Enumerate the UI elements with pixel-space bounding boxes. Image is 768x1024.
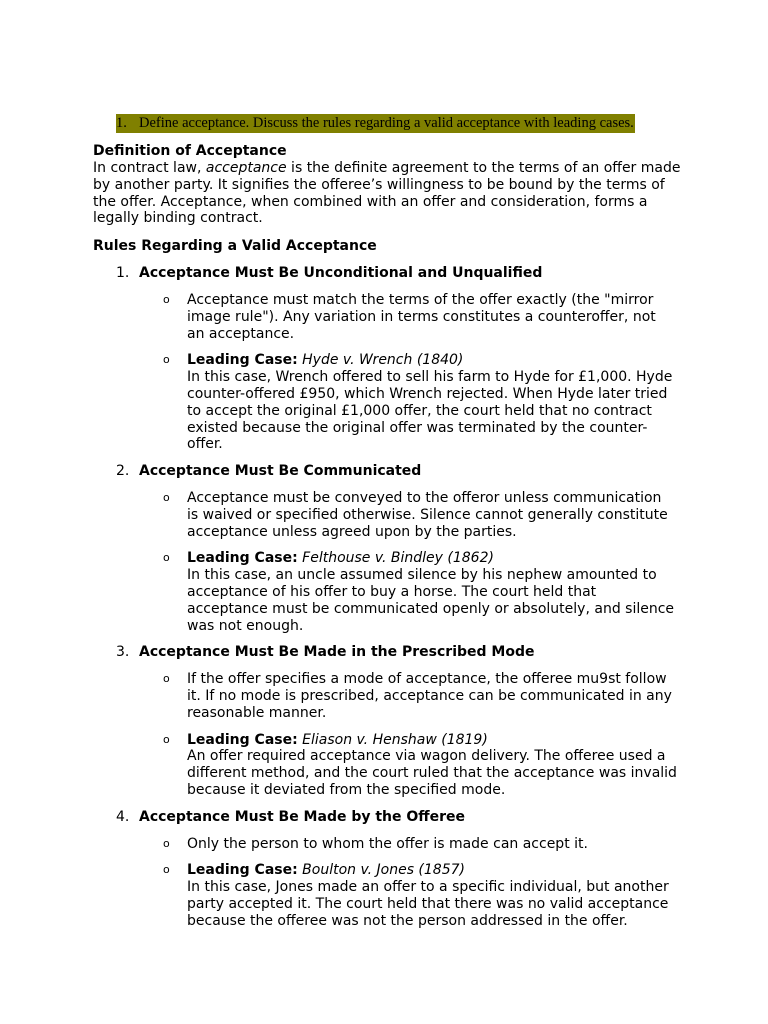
case-text: In this case, an uncle assumed silence by his nephew amounted to acceptance of his offer to buy a horse. The court held that acceptance must be communicated openly or absolutely, and silence was not enough. (187, 567, 675, 634)
case-text: In this case, Wrench offered to sell his farm to Hyde for £1,000. Hyde counter-offered £950, which Wrench rejected. When Hyde later tried to accept the original £1,000 offer, the court held that no contract existed because the original offer was terminated by the counter-offer. (187, 369, 673, 453)
case-label: Leading Case: (187, 550, 298, 567)
rule-title (116, 463, 683, 480)
case-text: An offer required acceptance via wagon delivery. The offeree used a different method, and the court ruled that the acceptance was invalid because it deviated from the specified mode. (187, 748, 677, 798)
rule-point (162, 292, 683, 342)
rule-1 (93, 265, 683, 453)
definition-term: acceptance (205, 160, 287, 176)
definition-paragraph (93, 160, 683, 227)
case-label: Leading Case: (187, 352, 298, 369)
rule-2 (93, 463, 683, 634)
bullet-icon: o (163, 732, 170, 746)
case-name: Hyde v. Wrench (1840) (302, 352, 464, 369)
rule-title-text: Acceptance Must Be Made in the Prescribed Mode (139, 644, 535, 661)
leading-case (162, 550, 683, 634)
rule-number: 2. (116, 463, 130, 480)
case-text: In this case, Jones made an offer to a specific individual, but another party accepted it. The court held that there was no valid acceptance because the offeree was not the person addressed in the offer. (187, 879, 669, 929)
rule-number: 4. (116, 808, 130, 825)
rule-title (116, 644, 683, 661)
rule-4 (93, 809, 683, 930)
rule-title (116, 809, 683, 826)
question-highlight (116, 114, 635, 133)
question-text: Define acceptance. Discuss the rules regarding a valid acceptance with leading cases. (139, 115, 634, 131)
rule-title-text: Acceptance Must Be Made by the Offeree (139, 808, 466, 825)
definition-heading: Definition of Acceptance (93, 143, 287, 159)
case-label: Leading Case: (187, 731, 298, 748)
leading-case (162, 352, 683, 453)
rule-point-text: If the offer specifies a mode of acceptance, the offeree mu9st follow it. If no mode is prescribed, acceptance can be communicated in any reasonable manner. (187, 671, 672, 721)
case-name: Boulton v. Jones (1857) (302, 862, 465, 879)
rule-point (162, 671, 683, 721)
rule-point-text: Acceptance must match the terms of the offer exactly (the "mirror image rule"). Any variation in terms constitutes a counteroffer, not an acceptance. (187, 291, 656, 342)
bullet-icon: o (163, 490, 170, 504)
bullet-icon: o (163, 551, 170, 565)
leading-case (162, 862, 683, 929)
case-label: Leading Case: (187, 862, 298, 879)
rules-heading: Rules Regarding a Valid Acceptance (93, 238, 377, 255)
rule-number: 1. (116, 265, 130, 282)
rule-point (162, 836, 683, 853)
case-name: Felthouse v. Bindley (1862) (302, 550, 494, 567)
bullet-icon: o (163, 672, 170, 686)
rule-title (116, 265, 683, 282)
rule-3 (93, 644, 683, 798)
document-page (93, 114, 683, 929)
rule-point-text: Acceptance must be conveyed to the offeror unless communication is waived or specified otherwise. Silence cannot generally constitute acceptance unless agreed upon by the parties. (187, 489, 668, 540)
case-name: Eliason v. Henshaw (1819) (302, 731, 488, 748)
leading-case (162, 732, 683, 799)
rule-number: 3. (116, 644, 130, 661)
bullet-icon: o (163, 836, 170, 850)
definition-text-after: is the definite agreement to the terms of an offer made by another party. It signifies the offeree’s willingness to be bound by the terms of the offer. Acceptance, when combined with an offer and consideration, forms a legally binding contract. (93, 160, 681, 227)
rule-point (162, 490, 683, 540)
bullet-icon: o (163, 863, 170, 877)
rule-point-text: Only the person to whom the offer is made can accept it. (187, 835, 588, 852)
question-number: 1. (116, 115, 127, 131)
bullet-icon: o (163, 292, 170, 306)
bullet-icon: o (163, 353, 170, 367)
rule-title-text: Acceptance Must Be Communicated (139, 463, 422, 480)
rule-title-text: Acceptance Must Be Unconditional and Unqualified (139, 265, 543, 282)
definition-text-before: In contract law, (93, 160, 206, 176)
